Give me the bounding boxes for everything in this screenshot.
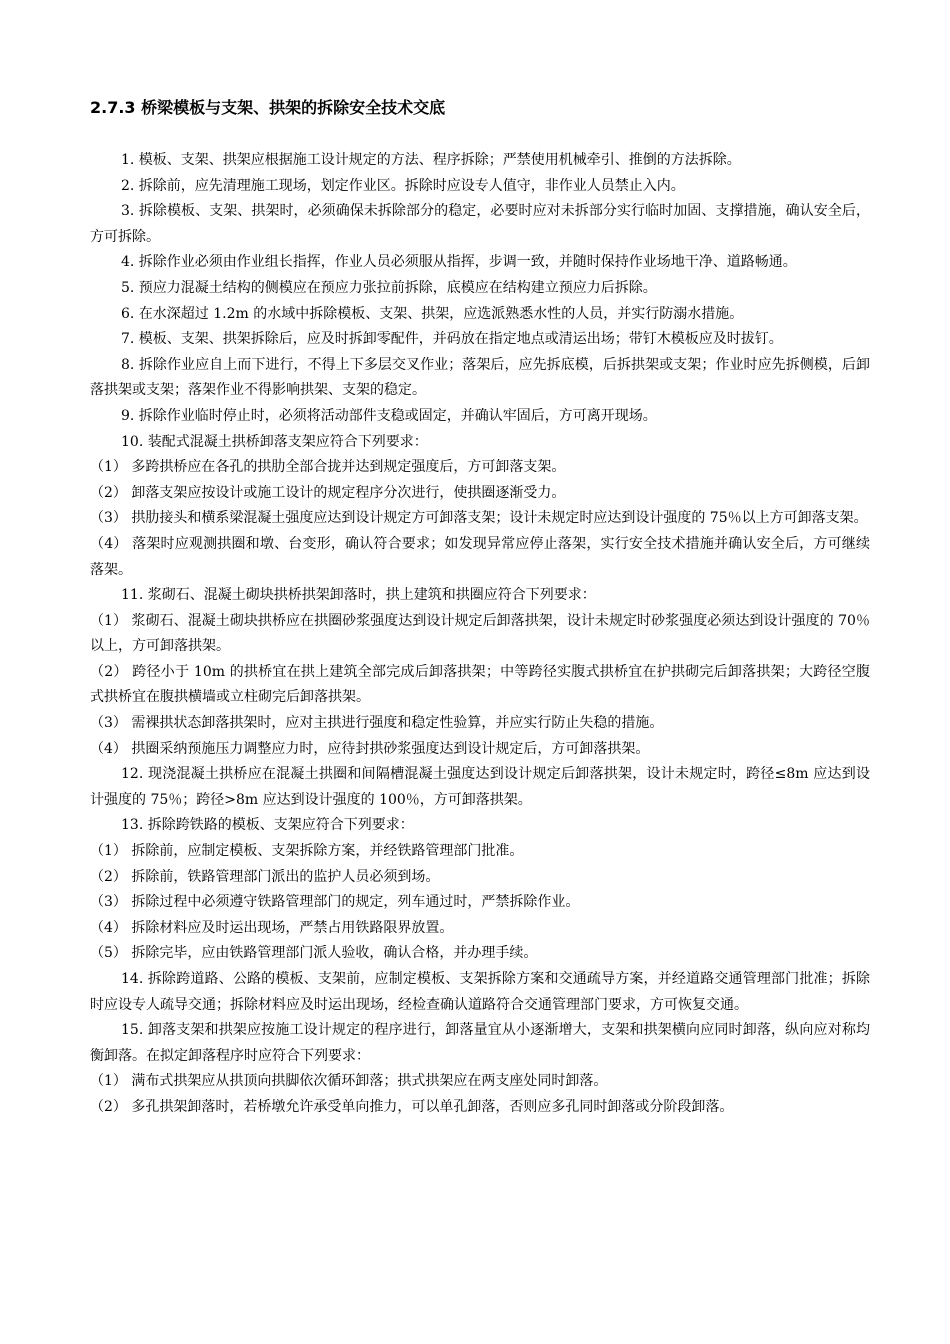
paragraph-15-2: （2） 多孔拱架卸落时，若桥墩允许承受单向推力，可以单孔卸落，否则应多孔同时卸落或分阶段卸落。 bbox=[90, 1098, 734, 1115]
paragraph-10-4: （4） 落架时应观测拱圈和墩、台变形，确认符合要求；如发现异常应停止落架，实行安全技术措施并确认安全后，方可继续落架。 bbox=[90, 535, 870, 578]
paragraph-11-3: （3） 需裸拱状态卸落拱架时，应对主拱进行强度和稳定性验算，并应实行防止失稳的措施。 bbox=[90, 715, 664, 732]
document-page bbox=[90, 96, 870, 1121]
paragraph-6: 6. 在水深超过 1.2m 的水域中拆除模板、支架、拱架，应选派熟悉水性的人员，并实行防溺水措施。 bbox=[121, 305, 744, 322]
paragraph-10-3: （3） 拱肋接头和横系梁混凝土强度应达到设计规定方可卸落支架；设计未规定时应达到设计强度的 75％以上方可卸落支架。 bbox=[90, 510, 868, 527]
paragraph-11-2: （2） 跨径小于 10m 的拱桥宜在拱上建筑全部完成后卸落拱架；中等跨径实腹式拱桥宜在护拱砌完后卸落拱架；大跨径空腹式拱桥宜在腹拱横墙或立柱砌完后卸落拱架。 bbox=[90, 663, 870, 706]
paragraph-11-4: （4） 拱圈采纳预施压力调整应力时，应待封拱砂浆强度达到设计规定后，方可卸落拱架。 bbox=[90, 740, 650, 757]
paragraph-13-2: （2） 拆除前，铁路管理部门派出的监护人员必须到场。 bbox=[90, 868, 440, 885]
paragraph-15: 15. 卸落支架和拱架应按施工设计规定的程序进行，卸落量宜从小逐渐增大，支架和拱架横向应同时卸落，纵向应对称均衡卸落。在拟定卸落程序时应符合下列要求： bbox=[90, 1022, 870, 1064]
paragraph-12: 12. 现浇混凝土拱桥应在混凝土拱圈和间隔槽混凝土强度达到设计规定后卸落拱架，设计未规定时，跨径≤8m 应达到设计强度的 75％；跨径>8m 应达到设计强度的 100％，方可卸落拱架。 bbox=[90, 766, 870, 808]
paragraph-13-1: （1） 拆除前，应制定模板、支架拆除方案，并经铁路管理部门批准。 bbox=[90, 843, 524, 860]
paragraph-4: 4. 拆除作业必须由作业组长指挥，作业人员必须服从指挥，步调一致，并随时保持作业场地干净、道路畅通。 bbox=[121, 254, 797, 271]
paragraph-13-5: （5） 拆除完毕，应由铁路管理部门派人验收，确认合格，并办理手续。 bbox=[90, 945, 538, 962]
paragraph-8: 8. 拆除作业应自上而下进行，不得上下多层交叉作业；落架后，应先拆底模，后拆拱架或支架；作业时应先拆侧模，后卸落拱架或支架；落架作业不得影响拱架、支架的稳定。 bbox=[90, 356, 870, 399]
section-title: 2.7.3 桥梁模板与支架、拱架的拆除安全技术交底 bbox=[90, 98, 446, 117]
paragraph-7: 7. 模板、支架、拱架拆除后，应及时拆卸零配件，并码放在指定地点或清运出场；带钉木模板应及时拔钉。 bbox=[121, 331, 783, 348]
paragraph-5: 5. 预应力混凝土结构的侧模应在预应力张拉前拆除，底模应在结构建立预应力后拆除。 bbox=[121, 279, 657, 296]
paragraph-14: 14. 拆除跨道路、公路的模板、支架前，应制定模板、支架拆除方案和交通疏导方案，并经道路交通管理部门批准；拆除时应设专人疏导交通；拆除材料应及时运出现场，经检查确认道路符合交通管理部门要求，方可恢复交通。 bbox=[90, 971, 870, 1013]
paragraph-1: 1. 模板、支架、拱架应根据施工设计规定的方法、程序拆除；严禁使用机械牵引、推倒的方法拆除。 bbox=[121, 152, 741, 168]
paragraph-10-1: （1） 多跨拱桥应在各孔的拱肋全部合拢并达到规定强度后，方可卸落支架。 bbox=[90, 459, 566, 476]
paragraph-10-2: （2） 卸落支架应按设计或施工设计的规定程序分次进行，使拱圈逐渐受力。 bbox=[90, 484, 566, 501]
paragraph-13-4: （4） 拆除材料应及时运出现场，严禁占用铁路限界放置。 bbox=[90, 919, 454, 936]
paragraph-3: 3. 拆除模板、支架、拱架时，必须确保未拆除部分的稳定，必要时应对未拆部分实行临时加固、支撑措施，确认安全后，方可拆除。 bbox=[90, 203, 870, 245]
paragraph-9: 9. 拆除作业临时停止时，必须将活动部件支稳或固定，并确认牢固后，方可离开现场。 bbox=[121, 407, 657, 424]
paragraph-13-3: （3） 拆除过程中必须遵守铁路管理部门的规定，列车通过时，严禁拆除作业。 bbox=[90, 894, 580, 911]
paragraph-11-1: （1） 浆砌石、混凝土砌块拱桥应在拱圈砂浆强度达到设计规定后卸落拱架，设计未规定时砂浆强度必须达到设计强度的 70％以上，方可卸落拱架。 bbox=[90, 612, 870, 655]
paragraph-2: 2. 拆除前，应先清理施工现场，划定作业区。拆除时应设专人值守，非作业人员禁止入内。 bbox=[121, 177, 685, 194]
paragraph-13: 13. 拆除跨铁路的模板、支架应符合下列要求： bbox=[121, 817, 414, 834]
paragraph-15-1: （1） 满布式拱架应从拱顶向拱脚依次循环卸落；拱式拱架应在两支座处同时卸落。 bbox=[90, 1073, 608, 1090]
paragraph-10: 10. 装配式混凝土拱桥卸落支架应符合下列要求： bbox=[121, 433, 428, 450]
paragraph-11: 11. 浆砌石、混凝土砌块拱桥拱架卸落时，拱上建筑和拱圈应符合下列要求： bbox=[121, 587, 596, 604]
